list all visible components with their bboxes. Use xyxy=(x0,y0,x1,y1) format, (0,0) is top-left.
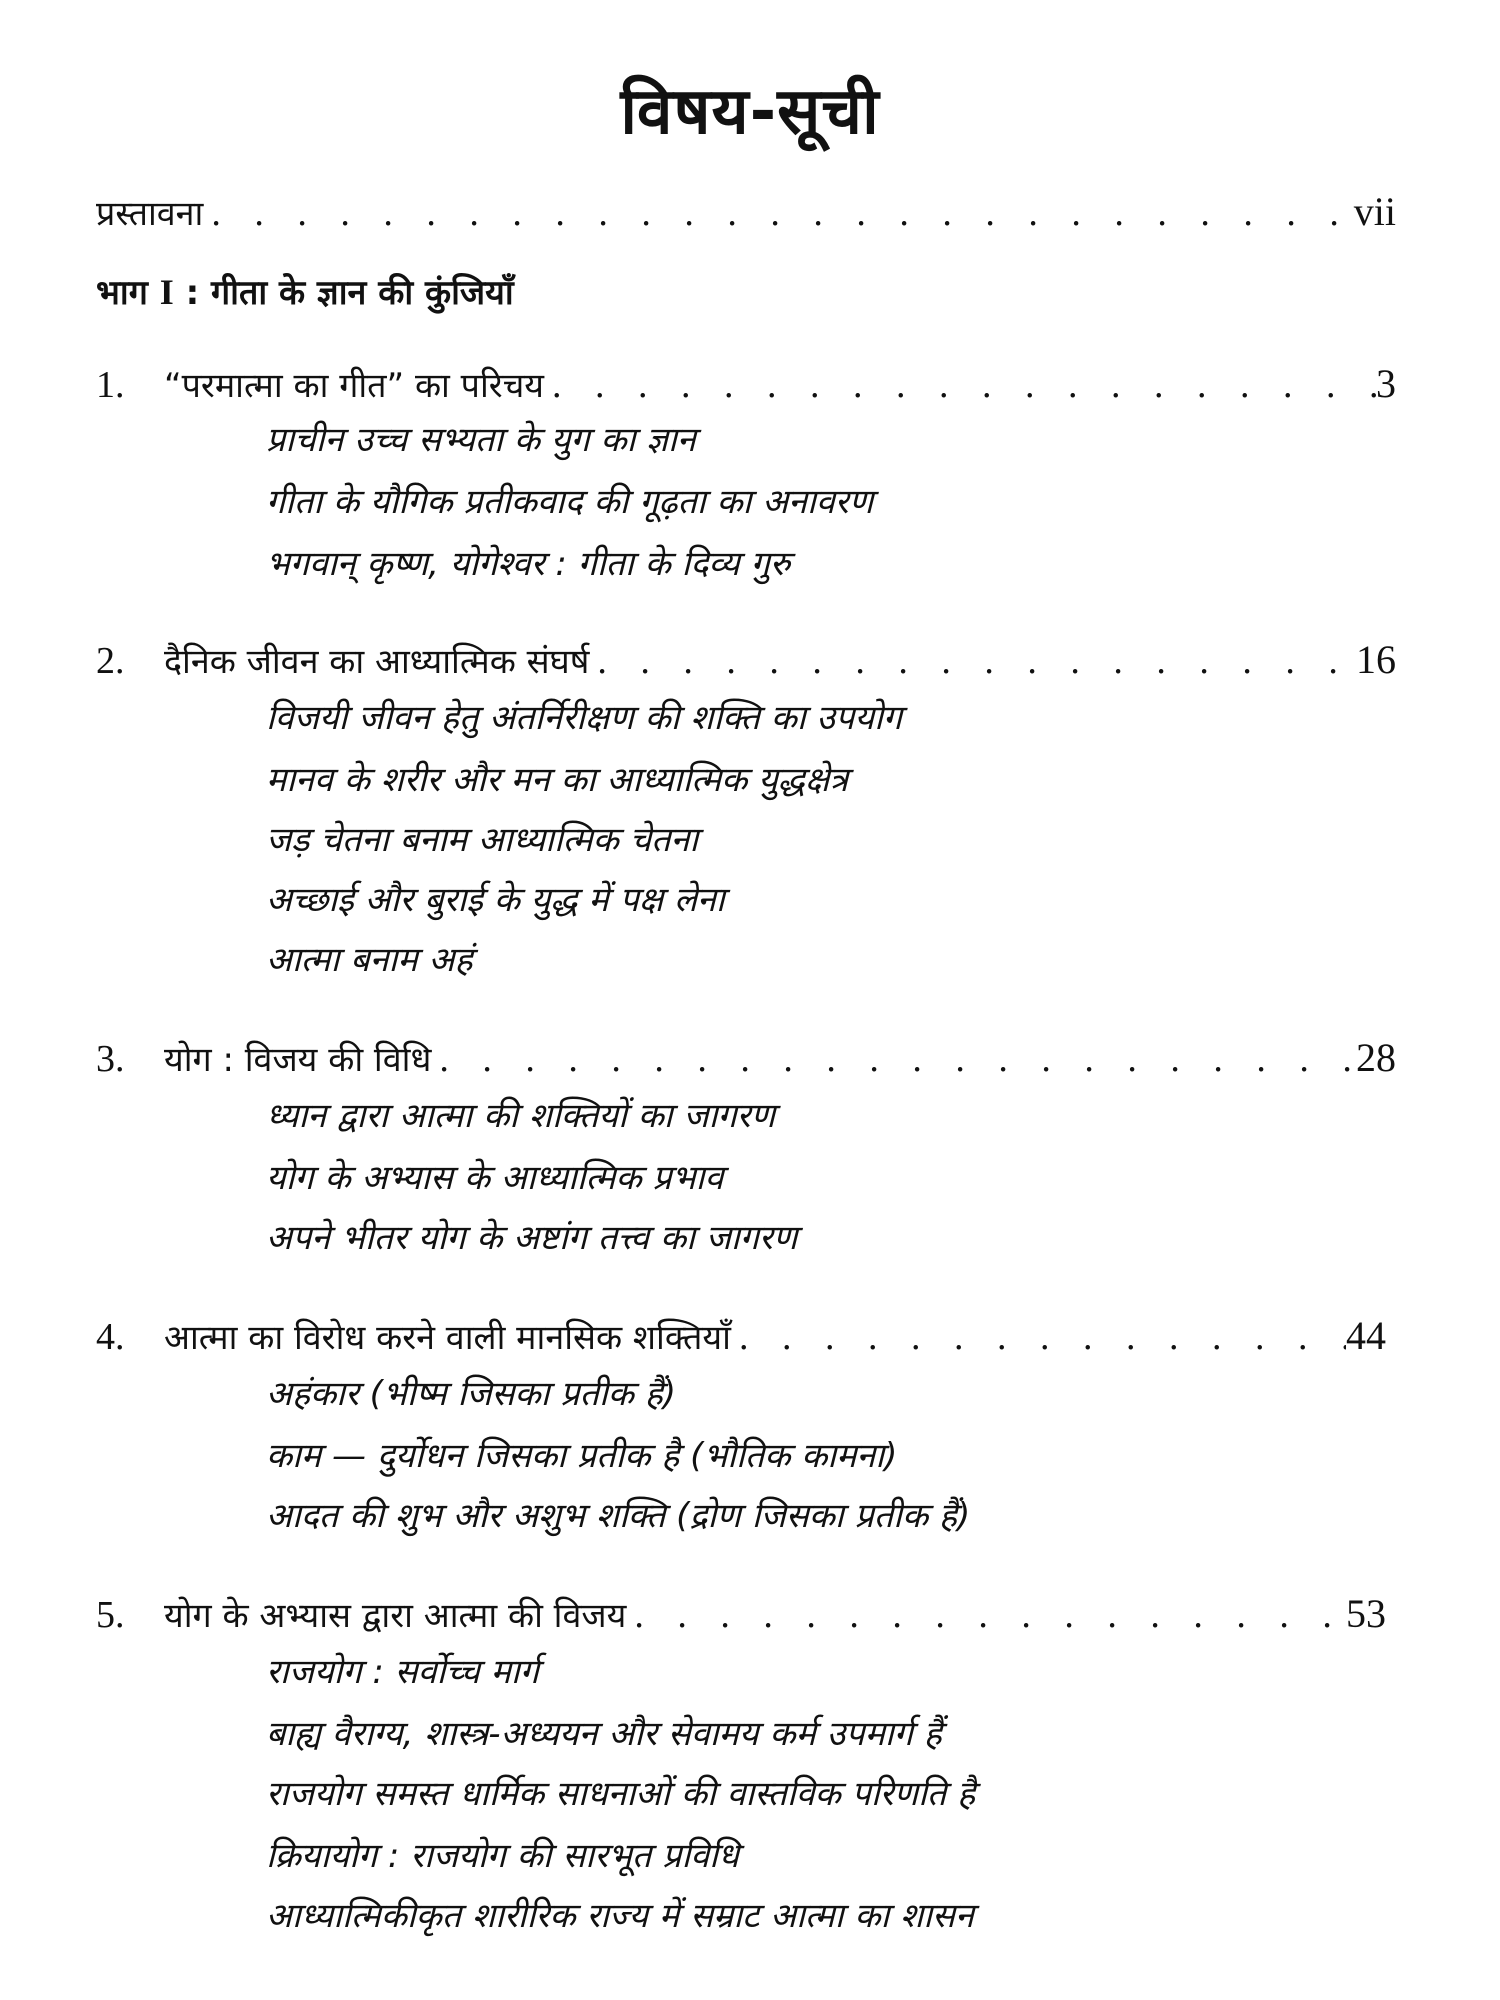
subtopic: काम — दुर्योधन जिसका प्रतीक है (भौतिक कामना) xyxy=(266,1436,898,1476)
chapter-title: आत्मा का विरोध करने वाली मानसिक शक्तियाँ xyxy=(164,1318,731,1358)
chapter-number: 3. xyxy=(96,1038,125,1080)
part-title: : गीता के ज्ञान की कुंजियाँ xyxy=(185,273,514,313)
dot-leader xyxy=(626,1593,1346,1637)
subtopic: विजयी जीवन हेतु अंतर्निरीक्षण की शक्ति का उपयोग xyxy=(266,698,903,738)
toc-entry-label: प्रस्तावना xyxy=(96,194,204,234)
dot-leader xyxy=(731,1315,1346,1359)
subtopic: राजयोग : सर्वोच्च मार्ग xyxy=(266,1652,539,1692)
subtopic: अच्छाई और बुराई के युद्ध में पक्ष लेना xyxy=(266,880,725,920)
toc-entry-preface[interactable] xyxy=(96,188,1396,235)
subtopic: क्रियायोग : राजयोग की सारभूत प्रविधि xyxy=(266,1836,739,1876)
toc-entry-chapter[interactable] xyxy=(96,636,1396,683)
chapter-title: दैनिक जीवन का आध्यात्मिक संघर्ष xyxy=(164,642,590,682)
subtopic: राजयोग समस्त धार्मिक साधनाओं की वास्तविक परिणति है xyxy=(266,1774,976,1814)
toc-page-number: vii xyxy=(1353,189,1396,234)
subtopic: गीता के यौगिक प्रतीकवाद की गूढ़ता का अनावरण xyxy=(266,482,874,522)
chapter-number: 5. xyxy=(96,1594,125,1636)
subtopic: प्राचीन उच्च सभ्यता के युग का ज्ञान xyxy=(266,420,696,460)
toc-entry-chapter[interactable] xyxy=(96,360,1396,407)
subtopic: आदत की शुभ और अशुभ शक्ति (द्रोण जिसका प्रतीक हैं) xyxy=(266,1496,971,1536)
chapter-title: योग के अभ्यास द्वारा आत्मा की विजय xyxy=(164,1596,627,1636)
subtopic: आत्मा बनाम अहं xyxy=(266,940,473,980)
chapter-number: 1. xyxy=(96,364,125,406)
toc-entry-chapter[interactable] xyxy=(96,1034,1396,1081)
dot-leader xyxy=(203,191,1353,235)
toc-page-number: 28 xyxy=(1356,1035,1396,1080)
subtopic: भगवान् कृष्ण, योगेश्वर : गीता के दिव्य गुरु xyxy=(266,544,791,584)
subtopic: बाह्य वैराग्य, शास्त्र-अध्ययन और सेवामय कर्म उपमार्ग हैं xyxy=(266,1714,942,1754)
part-prefix: भाग xyxy=(96,273,148,313)
page-title: विषय-सूची xyxy=(620,75,880,149)
part-heading xyxy=(96,268,514,314)
dot-leader xyxy=(589,639,1356,683)
subtopic: अहंकार (भीष्म जिसका प्रतीक हैं) xyxy=(266,1374,677,1414)
subtopic: जड़ चेतना बनाम आध्यात्मिक चेतना xyxy=(266,820,699,860)
dot-leader xyxy=(431,1037,1356,1081)
subtopic: आध्यात्मिकीकृत शारीरिक राज्य में सम्राट आत्मा का शासन xyxy=(266,1896,974,1936)
toc-page-number: 53 xyxy=(1346,1591,1386,1636)
toc-page-number: 3 xyxy=(1376,361,1396,406)
subtopic: योग के अभ्यास के आध्यात्मिक प्रभाव xyxy=(266,1158,724,1198)
chapter-title: योग : विजय की विधि xyxy=(164,1040,432,1080)
toc-page-number: 16 xyxy=(1356,637,1396,682)
chapter-number: 4. xyxy=(96,1316,125,1358)
toc-entry-chapter[interactable] xyxy=(96,1312,1386,1359)
toc-entry-chapter[interactable] xyxy=(96,1590,1386,1637)
subtopic: ध्यान द्वारा आत्मा की शक्तियों का जागरण xyxy=(266,1096,776,1136)
part-numeral: I xyxy=(159,272,174,312)
dot-leader xyxy=(544,363,1376,407)
toc-page-number: 44 xyxy=(1346,1313,1386,1358)
subtopic: अपने भीतर योग के अष्टांग तत्त्व का जागरण xyxy=(266,1218,798,1258)
chapter-number: 2. xyxy=(96,640,125,682)
subtopic: मानव के शरीर और मन का आध्यात्मिक युद्धक्षेत्र xyxy=(266,760,849,800)
chapter-title: “परमात्मा का गीत” का परिचय xyxy=(164,366,545,406)
